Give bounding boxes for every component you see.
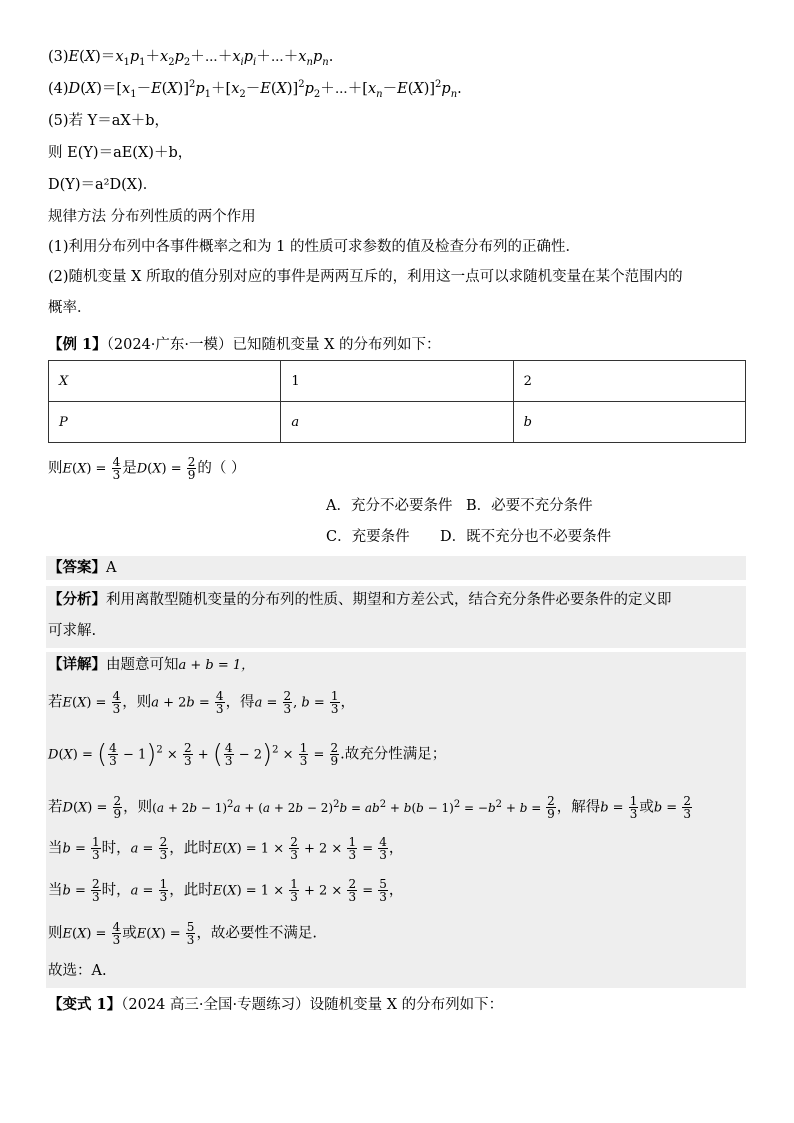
table-cell: 1 (281, 361, 513, 402)
option-b: B．必要不充分条件 (466, 498, 593, 514)
method-title: 规律方法 分布列性质的两个作用 (48, 209, 256, 225)
detail-line-1: 【详解】由题意可知a + b = 1， (48, 656, 255, 673)
detail-line-4: 若D(X) = $\frac{2}{9}$ ，则$(a + 2b - 1)^2a + (a + 2b - 2)^2b = ab^2 + b(b - 1)^2 = -b^2 + b$ = $\frac{2}{9}$ ，解得b = $\frac{1}{3}$ 或b = $\frac{2}{3}$ (48, 794, 691, 821)
distribution-table (48, 360, 746, 443)
variant-source: （2024 高三·全国·专题练习） (121, 997, 310, 1013)
detail-line-7: 则E(X) = $\frac{4}{3}$ 或E(X) = $\frac{5}{3}$ ，故必要性不满足. (48, 920, 318, 947)
detail-line-2: 若E(X) = $\frac{4}{3}$ ，则a + 2b = $\frac{4}{3}$ ，得a = $\frac{2}{3}$ , b = $\frac{1}{3}$ ， (48, 689, 356, 716)
analysis-line-1: 【分析】利用离散型随机变量的分布列的性质、期望和方差公式，结合充分条件必要条件的定义即 (48, 591, 672, 608)
table-cell: a (281, 402, 513, 443)
example-heading (48, 334, 441, 356)
variant-tag: 【变式 1】 (48, 996, 122, 1013)
detail-line-6: 当b = $\frac{2}{3}$ 时，a = $\frac{1}{3}$ ，此时E(X) = 1 × $\frac{1}{3}$ + 2 × $\frac{2}{3}$ = $\frac{5}{3}$ ， (48, 877, 404, 904)
example-tag: 【例 1】 (48, 336, 107, 353)
variant-stem: 设随机变量 X 的分布列如下： (309, 997, 504, 1013)
formula-expectation: $(3)E(X)=x_1p_1+x_2p_2+\cdots+x_ip_i+\cdots+x_np_n$. (48, 49, 334, 68)
table-cell: 2 (513, 361, 745, 402)
detail-line-3: D(X) = ( $\frac{4}{3}$ − 1)$^2$ × $\frac{2}{3}$ + ( $\frac{4}{3}$ − 2)$^2$ × $\frac{1}{3}$ = $\frac{2}{9}$ .故充分性满足； (48, 739, 447, 770)
option-c: C．充要条件 (326, 529, 410, 545)
formula-variance: $(4)D(X)=[x_1-E(X)]^2p_1+[x_2-E(X)]^2p_2+\cdots+[x_n-E(X)]^2p_n$. (48, 79, 462, 100)
method-point-1: (1)利用分布列中各事件概率之和为 1 的性质可求参数的值及检查分布列的正确性． (48, 239, 580, 255)
formula-linear-condition: (5)若 Y＝aX＋b， (48, 113, 169, 129)
table-cell: b (513, 402, 745, 443)
example-question: 则E(X) = $\frac{4}{3}$ 是D(X) = $\frac{2}{9}$ 的（ ） (48, 455, 246, 482)
example-source: （2024·广东·一模） (106, 337, 233, 353)
option-d: D．既不充分也不必要条件 (440, 529, 612, 545)
option-a: A．充分不必要条件 (326, 498, 453, 514)
formula-linear-dy: D(Y)＝a²D(X)． (48, 177, 158, 193)
analysis-line-2: 可求解. (48, 623, 97, 639)
detail-line-8: 故选：A. (48, 963, 107, 979)
table-cell: X (49, 361, 281, 402)
answer-line: 【答案】A (48, 559, 117, 576)
method-point-2-cont: 概率． (48, 300, 92, 316)
example-stem: 已知随机变量 X 的分布列如下： (232, 337, 441, 353)
method-point-2: (2)随机变量 X 所取的值分别对应的事件是两两互斥的，利用这一点可以求随机变量在某个范围内的 (48, 269, 683, 285)
table-row (49, 402, 746, 443)
formula-linear-ey: 则 E(Y)＝aE(X)＋b， (48, 145, 193, 161)
detail-line-5: 当b = $\frac{1}{3}$ 时，a = $\frac{2}{3}$ ，此时E(X) = 1 × $\frac{2}{3}$ + 2 × $\frac{1}{3}$ = $\frac{4}{3}$ ， (48, 835, 404, 862)
table-row (49, 361, 746, 402)
answer-bg (46, 556, 746, 580)
table-cell: P (49, 402, 281, 443)
variant-heading (48, 994, 503, 1016)
